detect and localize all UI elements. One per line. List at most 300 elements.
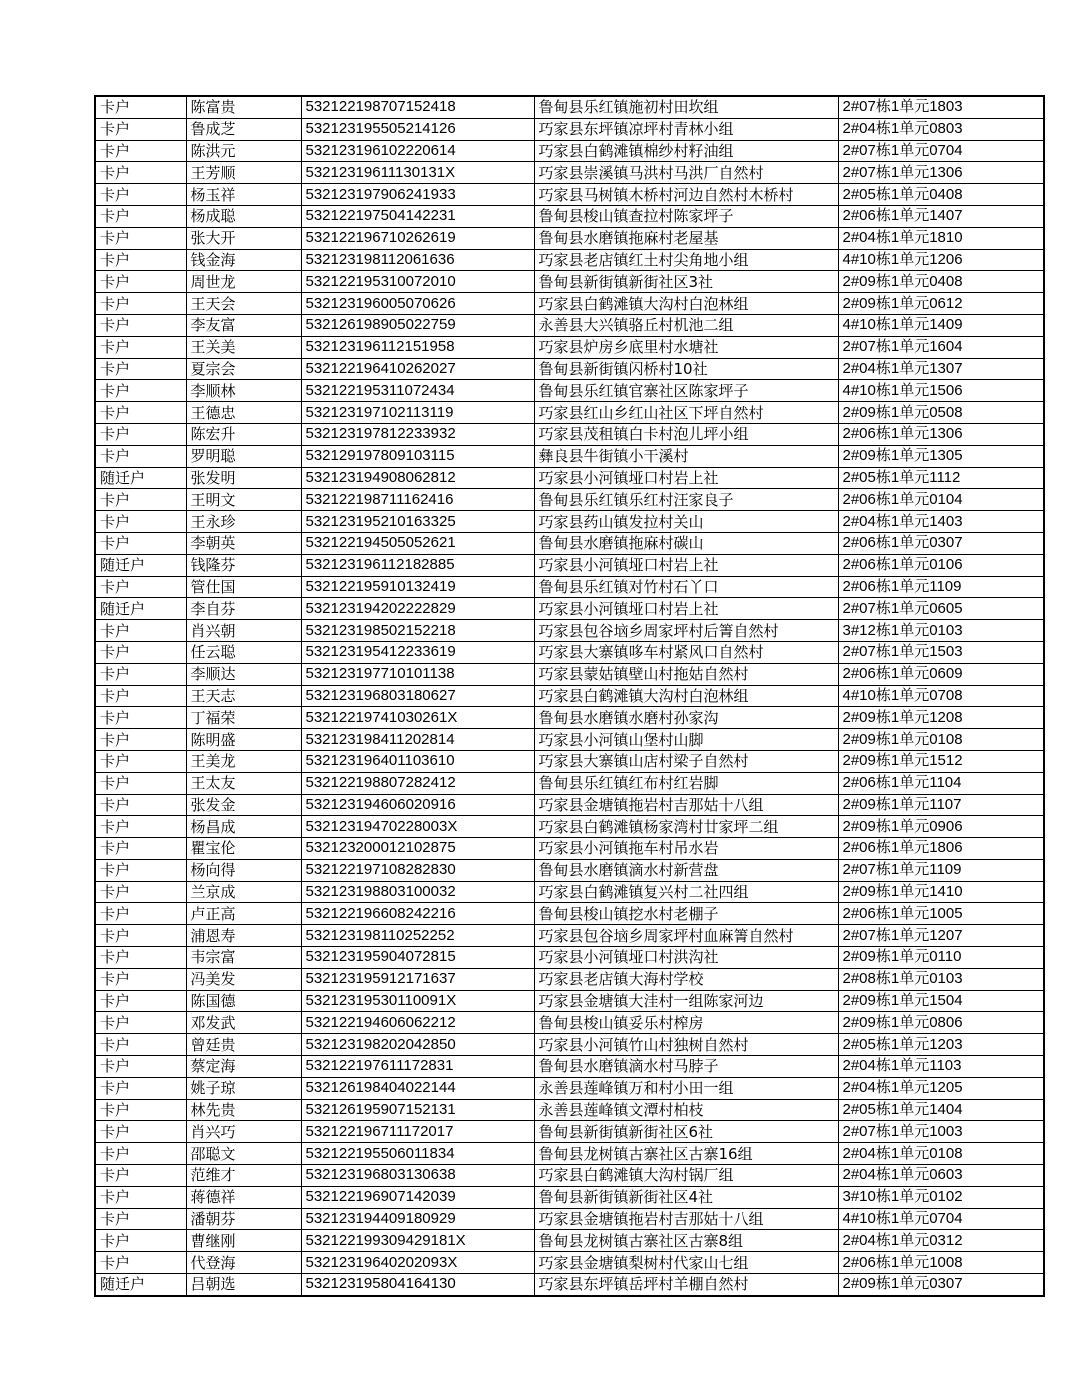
household-type-cell: 卡户 <box>95 1077 186 1099</box>
table-row <box>95 402 1044 424</box>
origin-address-cell: 巧家县金塘镇大洼村一组陈家河边 <box>534 990 838 1012</box>
id-number-cell: 532123194908062812 <box>301 467 534 489</box>
table-row <box>95 1034 1044 1056</box>
household-type-cell: 卡户 <box>95 140 186 162</box>
assigned-unit-cell: 2#04栋1单元1307 <box>838 358 1044 380</box>
id-number-cell: 532123194202222829 <box>301 598 534 620</box>
household-type-cell: 随迁户 <box>95 467 186 489</box>
id-number-cell: 532123195904072815 <box>301 947 534 969</box>
origin-address-cell: 鲁甸县龙树镇古寨社区古寨16组 <box>534 1143 838 1165</box>
id-number-cell: 532123195210163325 <box>301 511 534 533</box>
relocation-roster-table <box>94 95 1045 1297</box>
origin-address-cell: 彝良县牛街镇小干溪村 <box>534 445 838 467</box>
household-type-cell: 卡户 <box>95 489 186 511</box>
household-type-cell: 卡户 <box>95 750 186 772</box>
table-row <box>95 423 1044 445</box>
name-cell: 王关美 <box>186 336 301 358</box>
table-row <box>95 445 1044 467</box>
table-row <box>95 1099 1044 1121</box>
name-cell: 管仕国 <box>186 576 301 598</box>
household-type-cell: 卡户 <box>95 271 186 293</box>
origin-address-cell: 巧家县东坪镇凉坪村青林小组 <box>534 118 838 140</box>
table-row <box>95 336 1044 358</box>
assigned-unit-cell: 2#09栋1单元0508 <box>838 402 1044 424</box>
table-row <box>95 816 1044 838</box>
name-cell: 姚子琼 <box>186 1077 301 1099</box>
assigned-unit-cell: 2#06栋1单元1306 <box>838 423 1044 445</box>
household-type-cell: 卡户 <box>95 1208 186 1230</box>
assigned-unit-cell: 2#05栋1单元1112 <box>838 467 1044 489</box>
name-cell: 周世龙 <box>186 271 301 293</box>
name-cell: 李朝英 <box>186 532 301 554</box>
table-row <box>95 205 1044 227</box>
name-cell: 肖兴巧 <box>186 1121 301 1143</box>
table-row <box>95 96 1044 118</box>
assigned-unit-cell: 2#07栋1单元1109 <box>838 859 1044 881</box>
origin-address-cell: 巧家县白鹤滩镇大沟村锅厂组 <box>534 1165 838 1187</box>
id-number-cell: 532122195310072010 <box>301 271 534 293</box>
household-type-cell: 卡户 <box>95 1252 186 1274</box>
table-row <box>95 663 1044 685</box>
household-type-cell: 卡户 <box>95 1034 186 1056</box>
name-cell: 吕朝选 <box>186 1274 301 1296</box>
household-type-cell: 卡户 <box>95 1056 186 1078</box>
table-row <box>95 838 1044 860</box>
table-row <box>95 925 1044 947</box>
assigned-unit-cell: 2#07栋1单元1003 <box>838 1121 1044 1143</box>
id-number-cell: 532126198905022759 <box>301 314 534 336</box>
origin-address-cell: 永善县大兴镇骆丘村机池二组 <box>534 314 838 336</box>
id-number-cell: 532123198411202814 <box>301 729 534 751</box>
id-number-cell: 532123197906241933 <box>301 184 534 206</box>
table-row <box>95 271 1044 293</box>
assigned-unit-cell: 2#06栋1单元0307 <box>838 532 1044 554</box>
household-type-cell: 卡户 <box>95 1121 186 1143</box>
id-number-cell: 532122195506011834 <box>301 1143 534 1165</box>
name-cell: 瞿宝伦 <box>186 838 301 860</box>
household-type-cell: 卡户 <box>95 1165 186 1187</box>
household-type-cell: 卡户 <box>95 293 186 315</box>
name-cell: 林先贵 <box>186 1099 301 1121</box>
id-number-cell: 53212319530110091X <box>301 990 534 1012</box>
origin-address-cell: 巧家县蒙姑镇壁山村拖姑自然村 <box>534 663 838 685</box>
table-row <box>95 1012 1044 1034</box>
origin-address-cell: 巧家县茂租镇白卡村泡儿坪小组 <box>534 423 838 445</box>
name-cell: 蒋德祥 <box>186 1186 301 1208</box>
name-cell: 杨玉祥 <box>186 184 301 206</box>
id-number-cell: 532122198807282412 <box>301 772 534 794</box>
assigned-unit-cell: 2#06栋1单元1104 <box>838 772 1044 794</box>
name-cell: 李自芬 <box>186 598 301 620</box>
assigned-unit-cell: 2#08栋1单元0103 <box>838 968 1044 990</box>
assigned-unit-cell: 2#07栋1单元0704 <box>838 140 1044 162</box>
table-row <box>95 598 1044 620</box>
id-number-cell: 532122196410262027 <box>301 358 534 380</box>
table-row <box>95 641 1044 663</box>
household-type-cell: 卡户 <box>95 184 186 206</box>
household-type-cell: 卡户 <box>95 1186 186 1208</box>
assigned-unit-cell: 4#10栋1单元0704 <box>838 1208 1044 1230</box>
name-cell: 兰京成 <box>186 881 301 903</box>
id-number-cell: 53212319611130131X <box>301 162 534 184</box>
name-cell: 王天志 <box>186 685 301 707</box>
name-cell: 王永珍 <box>186 511 301 533</box>
table-row <box>95 249 1044 271</box>
name-cell: 陈明盛 <box>186 729 301 751</box>
household-type-cell: 卡户 <box>95 903 186 925</box>
id-number-cell: 532122197108282830 <box>301 859 534 881</box>
table-row <box>95 750 1044 772</box>
table-row <box>95 859 1044 881</box>
id-number-cell: 532123198110252252 <box>301 925 534 947</box>
origin-address-cell: 鲁甸县乐红镇对竹村石丫口 <box>534 576 838 598</box>
id-number-cell: 532123200012102875 <box>301 838 534 860</box>
origin-address-cell: 鲁甸县新街镇新街社区4社 <box>534 1186 838 1208</box>
assigned-unit-cell: 2#09栋1单元0408 <box>838 271 1044 293</box>
household-type-cell: 卡户 <box>95 532 186 554</box>
assigned-unit-cell: 2#04栋1单元0312 <box>838 1230 1044 1252</box>
assigned-unit-cell: 2#04栋1单元1810 <box>838 227 1044 249</box>
origin-address-cell: 巧家县白鹤滩镇复兴村二社四组 <box>534 881 838 903</box>
table-row <box>95 467 1044 489</box>
id-number-cell: 532123195505214126 <box>301 118 534 140</box>
name-cell: 蔡定海 <box>186 1056 301 1078</box>
id-number-cell: 53212319640202093X <box>301 1252 534 1274</box>
table-row <box>95 772 1044 794</box>
household-type-cell: 卡户 <box>95 838 186 860</box>
origin-address-cell: 巧家县金塘镇梨树村代家山七组 <box>534 1252 838 1274</box>
table-row <box>95 184 1044 206</box>
id-number-cell: 532123196803130638 <box>301 1165 534 1187</box>
assigned-unit-cell: 2#09栋1单元0110 <box>838 947 1044 969</box>
household-type-cell: 卡户 <box>95 402 186 424</box>
assigned-unit-cell: 2#06栋1单元0104 <box>838 489 1044 511</box>
table-row <box>95 511 1044 533</box>
household-type-cell: 卡户 <box>95 314 186 336</box>
id-number-cell: 53212319470228003X <box>301 816 534 838</box>
id-number-cell: 532123196112151958 <box>301 336 534 358</box>
assigned-unit-cell: 2#07栋1单元1207 <box>838 925 1044 947</box>
origin-address-cell: 巧家县红山乡红山社区下坪自然村 <box>534 402 838 424</box>
name-cell: 王明文 <box>186 489 301 511</box>
origin-address-cell: 鲁甸县新街镇新街社区6社 <box>534 1121 838 1143</box>
id-number-cell: 532123198502152218 <box>301 620 534 642</box>
id-number-cell: 532122196711172017 <box>301 1121 534 1143</box>
table-row <box>95 1077 1044 1099</box>
assigned-unit-cell: 2#07栋1单元1803 <box>838 96 1044 118</box>
id-number-cell: 532123195412233619 <box>301 641 534 663</box>
assigned-unit-cell: 2#04栋1单元1403 <box>838 511 1044 533</box>
table-row <box>95 1252 1044 1274</box>
name-cell: 罗明聪 <box>186 445 301 467</box>
household-type-cell: 卡户 <box>95 707 186 729</box>
household-type-cell: 卡户 <box>95 96 186 118</box>
id-number-cell: 532122196710262619 <box>301 227 534 249</box>
table-row <box>95 1208 1044 1230</box>
name-cell: 夏宗会 <box>186 358 301 380</box>
origin-address-cell: 鲁甸县乐红镇红布村红岩脚 <box>534 772 838 794</box>
origin-address-cell: 鲁甸县梭山镇挖水村老棚子 <box>534 903 838 925</box>
name-cell: 李友富 <box>186 314 301 336</box>
id-number-cell: 532123196005070626 <box>301 293 534 315</box>
id-number-cell: 532123198803100032 <box>301 881 534 903</box>
table-row <box>95 293 1044 315</box>
origin-address-cell: 巧家县大寨镇哆车村紧风口自然村 <box>534 641 838 663</box>
name-cell: 代登海 <box>186 1252 301 1274</box>
id-number-cell: 532123196803180627 <box>301 685 534 707</box>
origin-address-cell: 鲁甸县新街镇新街社区3社 <box>534 271 838 293</box>
name-cell: 浦恩寿 <box>186 925 301 947</box>
household-type-cell: 卡户 <box>95 1099 186 1121</box>
id-number-cell: 532123198202042850 <box>301 1034 534 1056</box>
assigned-unit-cell: 4#10栋1单元1206 <box>838 249 1044 271</box>
name-cell: 冯美发 <box>186 968 301 990</box>
id-number-cell: 532123197102113119 <box>301 402 534 424</box>
origin-address-cell: 巧家县老店镇红土村尖角地小组 <box>534 249 838 271</box>
assigned-unit-cell: 2#09栋1单元1410 <box>838 881 1044 903</box>
name-cell: 任云聪 <box>186 641 301 663</box>
name-cell: 杨昌成 <box>186 816 301 838</box>
id-number-cell: 532123196401103610 <box>301 750 534 772</box>
id-number-cell: 532123196112182885 <box>301 554 534 576</box>
household-type-cell: 卡户 <box>95 859 186 881</box>
household-type-cell: 卡户 <box>95 1012 186 1034</box>
id-number-cell: 532122195910132419 <box>301 576 534 598</box>
id-number-cell: 532122195311072434 <box>301 380 534 402</box>
name-cell: 潘朝芬 <box>186 1208 301 1230</box>
assigned-unit-cell: 2#09栋1单元0906 <box>838 816 1044 838</box>
name-cell: 王芳顺 <box>186 162 301 184</box>
table-row <box>95 685 1044 707</box>
origin-address-cell: 巧家县金塘镇拖岩村吉那姑十八组 <box>534 794 838 816</box>
origin-address-cell: 鲁甸县水磨镇拖麻村碳山 <box>534 532 838 554</box>
assigned-unit-cell: 2#07栋1单元0605 <box>838 598 1044 620</box>
household-type-cell: 卡户 <box>95 685 186 707</box>
origin-address-cell: 巧家县小河镇拖车村吊水岩 <box>534 838 838 860</box>
origin-address-cell: 鲁甸县水磨镇水磨村孙家沟 <box>534 707 838 729</box>
roster-body <box>95 96 1044 1296</box>
table-row <box>95 358 1044 380</box>
table-row <box>95 1056 1044 1078</box>
household-type-cell: 卡户 <box>95 1143 186 1165</box>
origin-address-cell: 鲁甸县乐红镇施初村田坎组 <box>534 96 838 118</box>
household-type-cell: 卡户 <box>95 162 186 184</box>
name-cell: 李顺达 <box>186 663 301 685</box>
assigned-unit-cell: 2#04栋1单元0603 <box>838 1165 1044 1187</box>
name-cell: 李顺林 <box>186 380 301 402</box>
assigned-unit-cell: 2#09栋1单元1504 <box>838 990 1044 1012</box>
assigned-unit-cell: 4#10栋1单元1506 <box>838 380 1044 402</box>
household-type-cell: 卡户 <box>95 336 186 358</box>
table-row <box>95 707 1044 729</box>
assigned-unit-cell: 2#06栋1单元1008 <box>838 1252 1044 1274</box>
name-cell: 钱隆芬 <box>186 554 301 576</box>
origin-address-cell: 巧家县小河镇竹山村独树自然村 <box>534 1034 838 1056</box>
name-cell: 范维才 <box>186 1165 301 1187</box>
table-row <box>95 1274 1044 1296</box>
household-type-cell: 卡户 <box>95 380 186 402</box>
name-cell: 王德忠 <box>186 402 301 424</box>
name-cell: 卢正高 <box>186 903 301 925</box>
origin-address-cell: 永善县莲峰镇文潭村柏枝 <box>534 1099 838 1121</box>
table-row <box>95 990 1044 1012</box>
assigned-unit-cell: 2#04栋1单元0803 <box>838 118 1044 140</box>
table-row <box>95 1186 1044 1208</box>
household-type-cell: 随迁户 <box>95 598 186 620</box>
table-row <box>95 794 1044 816</box>
assigned-unit-cell: 4#10栋1单元1409 <box>838 314 1044 336</box>
table-row <box>95 227 1044 249</box>
origin-address-cell: 巧家县小河镇垭口村洪沟社 <box>534 947 838 969</box>
name-cell: 邵聪文 <box>186 1143 301 1165</box>
table-row <box>95 881 1044 903</box>
household-type-cell: 随迁户 <box>95 1274 186 1296</box>
assigned-unit-cell: 2#07栋1单元1503 <box>838 641 1044 663</box>
name-cell: 陈洪元 <box>186 140 301 162</box>
name-cell: 鲁成芝 <box>186 118 301 140</box>
origin-address-cell: 巧家县金塘镇拖岩村吉那姑十八组 <box>534 1208 838 1230</box>
name-cell: 杨成聪 <box>186 205 301 227</box>
origin-address-cell: 巧家县白鹤滩镇大沟村白泡林组 <box>534 293 838 315</box>
assigned-unit-cell: 2#04栋1单元1103 <box>838 1056 1044 1078</box>
household-type-cell: 随迁户 <box>95 554 186 576</box>
household-type-cell: 卡户 <box>95 729 186 751</box>
id-number-cell: 532122198711162416 <box>301 489 534 511</box>
assigned-unit-cell: 2#06栋1单元1407 <box>838 205 1044 227</box>
origin-address-cell: 巧家县小河镇山堡村山脚 <box>534 729 838 751</box>
household-type-cell: 卡户 <box>95 641 186 663</box>
origin-address-cell: 鲁甸县新街镇闪桥村10社 <box>534 358 838 380</box>
household-type-cell: 卡户 <box>95 620 186 642</box>
name-cell: 曾廷贵 <box>186 1034 301 1056</box>
assigned-unit-cell: 3#10栋1单元0102 <box>838 1186 1044 1208</box>
table-row <box>95 1165 1044 1187</box>
assigned-unit-cell: 2#09栋1单元0108 <box>838 729 1044 751</box>
household-type-cell: 卡户 <box>95 205 186 227</box>
id-number-cell: 532122196907142039 <box>301 1186 534 1208</box>
name-cell: 王天会 <box>186 293 301 315</box>
household-type-cell: 卡户 <box>95 576 186 598</box>
origin-address-cell: 鲁甸县乐红镇乐红村汪家良子 <box>534 489 838 511</box>
id-number-cell: 532123197710101138 <box>301 663 534 685</box>
origin-address-cell: 鲁甸县梭山镇妥乐村榨房 <box>534 1012 838 1034</box>
household-type-cell: 卡户 <box>95 881 186 903</box>
id-number-cell: 532123194409180929 <box>301 1208 534 1230</box>
household-type-cell: 卡户 <box>95 968 186 990</box>
origin-address-cell: 鲁甸县梭山镇查拉村陈家坪子 <box>534 205 838 227</box>
name-cell: 张发明 <box>186 467 301 489</box>
name-cell: 王美龙 <box>186 750 301 772</box>
table-row <box>95 620 1044 642</box>
origin-address-cell: 鲁甸县龙树镇古寨社区古寨8组 <box>534 1230 838 1252</box>
table-row <box>95 118 1044 140</box>
name-cell: 陈国德 <box>186 990 301 1012</box>
id-number-cell: 532123194606020916 <box>301 794 534 816</box>
origin-address-cell: 巧家县包谷垴乡周家坪村血麻箐自然村 <box>534 925 838 947</box>
origin-address-cell: 巧家县小河镇垭口村岩上社 <box>534 554 838 576</box>
origin-address-cell: 巧家县马树镇木桥村河边自然村木桥村 <box>534 184 838 206</box>
table-row <box>95 576 1044 598</box>
household-type-cell: 卡户 <box>95 249 186 271</box>
name-cell: 邓发武 <box>186 1012 301 1034</box>
assigned-unit-cell: 2#06栋1单元1806 <box>838 838 1044 860</box>
id-number-cell: 532122194505052621 <box>301 532 534 554</box>
name-cell: 陈宏升 <box>186 423 301 445</box>
assigned-unit-cell: 2#06栋1单元0106 <box>838 554 1044 576</box>
household-type-cell: 卡户 <box>95 118 186 140</box>
household-type-cell: 卡户 <box>95 445 186 467</box>
table-row <box>95 162 1044 184</box>
table-row <box>95 1230 1044 1252</box>
id-number-cell: 532122196608242216 <box>301 903 534 925</box>
assigned-unit-cell: 3#12栋1单元0103 <box>838 620 1044 642</box>
name-cell: 曹继刚 <box>186 1230 301 1252</box>
origin-address-cell: 巧家县小河镇垭口村岩上社 <box>534 467 838 489</box>
household-type-cell: 卡户 <box>95 227 186 249</box>
assigned-unit-cell: 2#09栋1单元1107 <box>838 794 1044 816</box>
table-row <box>95 489 1044 511</box>
table-row <box>95 380 1044 402</box>
household-type-cell: 卡户 <box>95 816 186 838</box>
name-cell: 丁福荣 <box>186 707 301 729</box>
origin-address-cell: 巧家县老店镇大海村学校 <box>534 968 838 990</box>
origin-address-cell: 巧家县崇溪镇马洪村马洪厂自然村 <box>534 162 838 184</box>
name-cell: 肖兴朝 <box>186 620 301 642</box>
origin-address-cell: 巧家县白鹤滩镇棉纱村籽油组 <box>534 140 838 162</box>
household-type-cell: 卡户 <box>95 358 186 380</box>
household-type-cell: 卡户 <box>95 794 186 816</box>
table-row <box>95 554 1044 576</box>
name-cell: 王太友 <box>186 772 301 794</box>
id-number-cell: 532123196102220614 <box>301 140 534 162</box>
assigned-unit-cell: 2#05栋1单元1404 <box>838 1099 1044 1121</box>
id-number-cell: 532122197504142231 <box>301 205 534 227</box>
origin-address-cell: 鲁甸县乐红镇官寨社区陈家坪子 <box>534 380 838 402</box>
household-type-cell: 卡户 <box>95 772 186 794</box>
assigned-unit-cell: 2#04栋1单元0108 <box>838 1143 1044 1165</box>
table-row <box>95 947 1044 969</box>
household-type-cell: 卡户 <box>95 1230 186 1252</box>
assigned-unit-cell: 2#05栋1单元1203 <box>838 1034 1044 1056</box>
table-row <box>95 1143 1044 1165</box>
name-cell: 杨向得 <box>186 859 301 881</box>
origin-address-cell: 巧家县包谷垴乡周家坪村后箐自然村 <box>534 620 838 642</box>
household-type-cell: 卡户 <box>95 511 186 533</box>
id-number-cell: 532122194606062212 <box>301 1012 534 1034</box>
name-cell: 张发金 <box>186 794 301 816</box>
origin-address-cell: 巧家县白鹤滩镇大沟村白泡林组 <box>534 685 838 707</box>
assigned-unit-cell: 2#09栋1单元0612 <box>838 293 1044 315</box>
assigned-unit-cell: 2#06栋1单元1109 <box>838 576 1044 598</box>
assigned-unit-cell: 2#04栋1单元1205 <box>838 1077 1044 1099</box>
assigned-unit-cell: 2#06栋1单元0609 <box>838 663 1044 685</box>
id-number-cell: 532122198707152418 <box>301 96 534 118</box>
name-cell: 钱金海 <box>186 249 301 271</box>
origin-address-cell: 鲁甸县水磨镇拖麻村老屋基 <box>534 227 838 249</box>
name-cell: 韦宗富 <box>186 947 301 969</box>
id-number-cell: 532126198404022144 <box>301 1077 534 1099</box>
origin-address-cell: 巧家县药山镇发拉村关山 <box>534 511 838 533</box>
origin-address-cell: 巧家县白鹤滩镇杨家湾村廿家坪二组 <box>534 816 838 838</box>
id-number-cell: 532123197812233932 <box>301 423 534 445</box>
id-number-cell: 532129197809103115 <box>301 445 534 467</box>
table-row <box>95 968 1044 990</box>
household-type-cell: 卡户 <box>95 947 186 969</box>
household-type-cell: 卡户 <box>95 925 186 947</box>
assigned-unit-cell: 2#05栋1单元0408 <box>838 184 1044 206</box>
origin-address-cell: 巧家县炉房乡底里村水塘社 <box>534 336 838 358</box>
id-number-cell: 532123195804164130 <box>301 1274 534 1296</box>
